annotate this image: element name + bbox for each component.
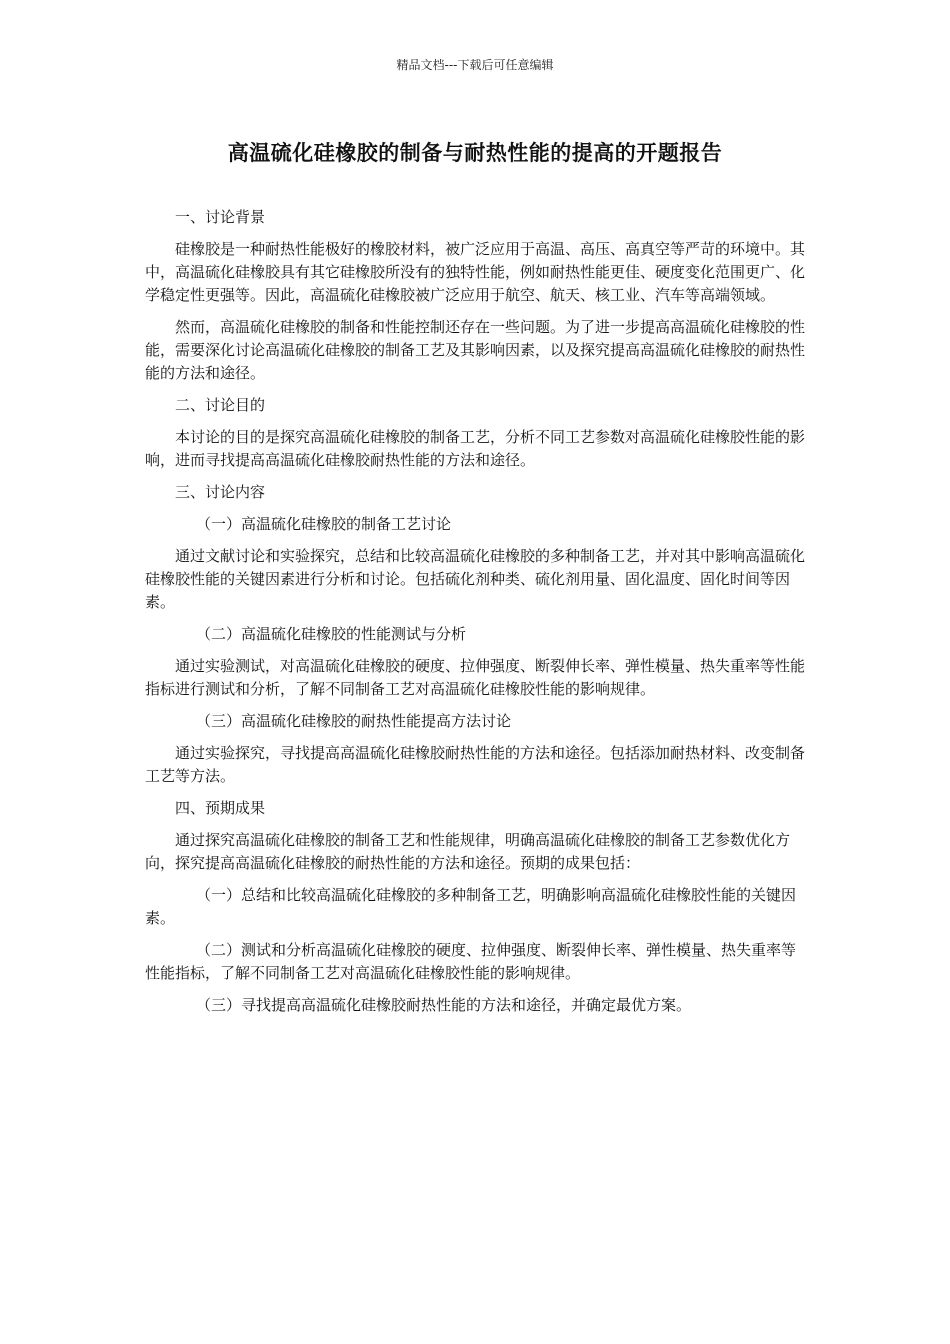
paragraph-background-1: 硅橡胶是一种耐热性能极好的橡胶材料，被广泛应用于高温、高压、高真空等严苛的环境中。其中，高温硫化硅橡胶具有其它硅橡胶所没有的独特性能，例如耐热性能更佳、硬度变化范围更广、化学稳定性更强等。因此，高温硫化硅橡胶被广泛应用于航空、航天、核工业、汽车等高端领域。 [145,240,806,304]
document-body [145,206,805,1026]
paragraph-outcomes: 通过探究高温硫化硅橡胶的制备工艺和性能规律，明确高温硫化硅橡胶的制备工艺参数优化方向，探究提高高温硫化硅橡胶的耐热性能的方法和途径。预期的成果包括： [145,831,791,872]
paragraph-background-2: 然而，高温硫化硅橡胶的制备和性能控制还存在一些问题。为了进一步提高高温硫化硅橡胶的性能，需要深化讨论高温硫化硅橡胶的制备工艺及其影响因素，以及探究提高高温硫化硅橡胶的耐热性能的方法和途径。 [145,318,806,382]
paragraph-heat-resistance: 通过实验探究，寻找提高高温硫化硅橡胶耐热性能的方法和途径。包括添加耐热材料、改变制备工艺等方法。 [145,744,806,785]
section-heading-outcomes: 四、预期成果 [175,799,266,817]
subheading-testing: （二）高温硫化硅橡胶的性能测试与分析 [196,625,467,643]
outcome-item-3: （三）寻找提高高温硫化硅橡胶耐热性能的方法和途径，并确定最优方案。 [196,996,692,1014]
paragraph-preparation: 通过文献讨论和实验探究，总结和比较高温硫化硅橡胶的多种制备工艺，并对其中影响高温硫化硅橡胶性能的关键因素进行分析和讨论。包括硫化剂种类、硫化剂用量、固化温度、固化时间等因素。 [145,547,806,611]
outcome-item-2: （二）测试和分析高温硫化硅橡胶的硬度、拉伸强度、断裂伸长率、弹性模量、热失重率等性能指标，了解不同制备工艺对高温硫化硅橡胶性能的影响规律。 [145,941,797,982]
document-title: 高温硫化硅橡胶的制备与耐热性能的提高的开题报告 [227,141,723,165]
subheading-preparation: （一）高温硫化硅橡胶的制备工艺讨论 [196,515,452,533]
page-header-note: 精品文档---下载后可任意编辑 [396,58,554,72]
subheading-heat-resistance: （三）高温硫化硅橡胶的耐热性能提高方法讨论 [196,712,512,730]
paragraph-purpose: 本讨论的目的是探究高温硫化硅橡胶的制备工艺，分析不同工艺参数对高温硫化硅橡胶性能的影响，进而寻找提高高温硫化硅橡胶耐热性能的方法和途径。 [145,428,806,469]
section-heading-content: 三、讨论内容 [175,483,266,501]
outcome-item-1: （一）总结和比较高温硫化硅橡胶的多种制备工艺，明确影响高温硫化硅橡胶性能的关键因素。 [145,886,797,927]
paragraph-testing: 通过实验测试，对高温硫化硅橡胶的硬度、拉伸强度、断裂伸长率、弹性模量、热失重率等性能指标进行测试和分析，了解不同制备工艺对高温硫化硅橡胶性能的影响规律。 [145,657,806,698]
section-heading-purpose: 二、讨论目的 [175,396,266,414]
section-heading-background: 一、讨论背景 [175,208,266,226]
